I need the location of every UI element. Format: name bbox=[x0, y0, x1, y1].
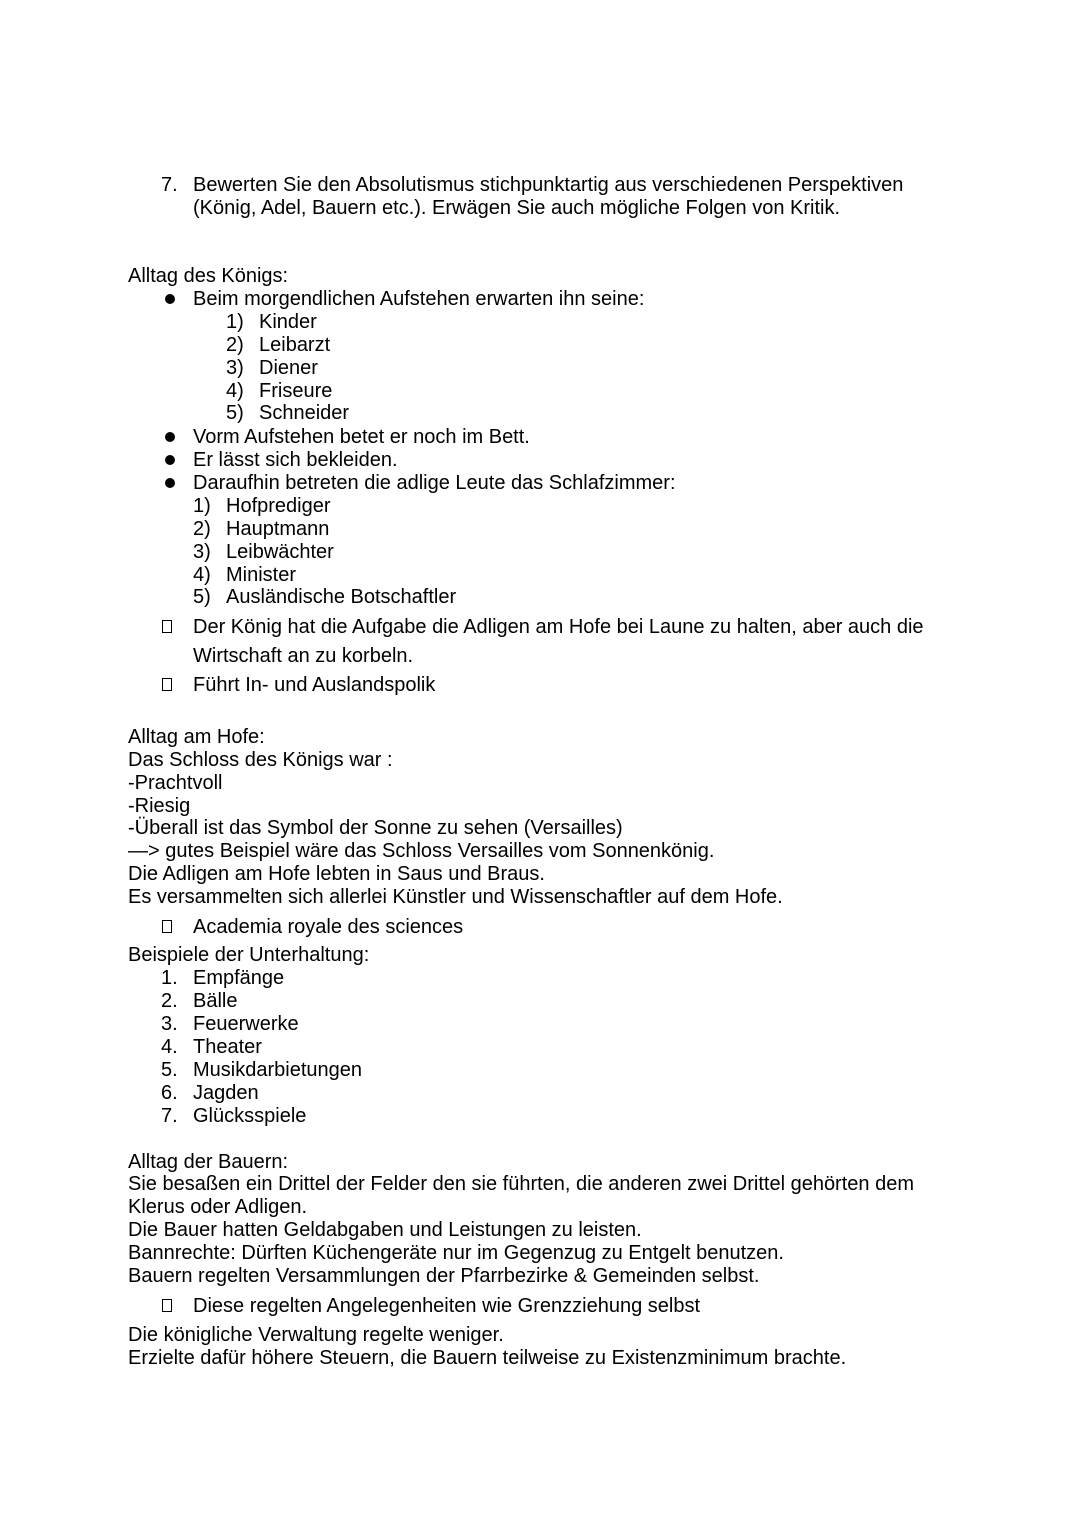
hof-line: Das Schloss des Königs war : bbox=[128, 749, 393, 771]
list-item: Schneider bbox=[259, 402, 350, 424]
list-item-number: 5) bbox=[193, 586, 211, 608]
section-heading-hof: Alltag am Hofe: bbox=[128, 726, 265, 748]
list-item-number: 3) bbox=[226, 357, 244, 379]
hof-line: —> gutes Beispiel wäre das Schloss Versailles vom Sonnenkönig. bbox=[128, 840, 715, 862]
list-item: Jagden bbox=[193, 1082, 259, 1104]
list-item-number: 2) bbox=[226, 334, 244, 356]
bauern-line: Bannrechte: Dürften Küchengeräte nur im Gegenzug zu Entgelt benutzen. bbox=[128, 1242, 784, 1264]
list-item: Glücksspiele bbox=[193, 1105, 307, 1127]
hof-line: Beispiele der Unterhaltung: bbox=[128, 944, 370, 966]
koenig-bullet-1: Beim morgendlichen Aufstehen erwarten ihn seine: bbox=[193, 288, 645, 310]
bauern-arrow: Diese regelten Angelegenheiten wie Grenzziehung selbst bbox=[193, 1295, 701, 1317]
koenig-arrow-1-line-1: Der König hat die Aufgabe die Adligen am Hofe bei Laune zu halten, aber auch die bbox=[193, 616, 924, 638]
list-item: Feuerwerke bbox=[193, 1013, 299, 1035]
koenig-bullet-4: Daraufhin betreten die adlige Leute das Schlafzimmer: bbox=[193, 472, 676, 494]
hof-line: -Riesig bbox=[128, 795, 191, 817]
task-line-2: (König, Adel, Bauern etc.). Erwägen Sie auch mögliche Folgen von Kritik. bbox=[193, 197, 841, 219]
bullet-dot bbox=[165, 432, 175, 442]
list-item-number: 3) bbox=[193, 541, 211, 563]
koenig-arrow-1-line-2: Wirtschaft an zu korbeln. bbox=[193, 645, 414, 667]
arrow-box-icon bbox=[162, 678, 172, 691]
list-item-number: 3. bbox=[161, 1013, 178, 1035]
bauern-line: Erzielte dafür höhere Steuern, die Bauern teilweise zu Existenzminimum brachte. bbox=[128, 1347, 847, 1369]
hof-arrow: Academia royale des sciences bbox=[193, 916, 464, 938]
koenig-arrow-2: Führt In- und Auslandspolik bbox=[193, 674, 436, 696]
list-item: Ausländische Botschaftler bbox=[226, 586, 457, 608]
list-item: Bälle bbox=[193, 990, 238, 1012]
bullet-dot bbox=[165, 455, 175, 465]
list-item-number: 4) bbox=[193, 564, 211, 586]
section-heading-koenig: Alltag des Königs: bbox=[128, 265, 289, 287]
hof-line: Die Adligen am Hofe lebten in Saus und Braus. bbox=[128, 863, 545, 885]
bauern-line: Bauern regelten Versammlungen der Pfarrbezirke & Gemeinden selbst. bbox=[128, 1265, 760, 1287]
list-item: Friseure bbox=[259, 380, 333, 402]
list-item: Kinder bbox=[259, 311, 317, 333]
hof-line: -Überall ist das Symbol der Sonne zu sehen (Versailles) bbox=[128, 817, 623, 839]
list-item: Theater bbox=[193, 1036, 262, 1058]
bauern-line: Sie besaßen ein Drittel der Felder den sie führten, die anderen zwei Drittel gehörten dem bbox=[128, 1173, 914, 1195]
list-item: Leibwächter bbox=[226, 541, 334, 563]
section-heading-bauern: Alltag der Bauern: bbox=[128, 1151, 289, 1173]
list-item: Hofprediger bbox=[226, 495, 331, 517]
list-item: Hauptmann bbox=[226, 518, 330, 540]
list-item: Minister bbox=[226, 564, 297, 586]
arrow-box-icon bbox=[162, 920, 172, 933]
hof-line: Es versammelten sich allerlei Künstler und Wissenschaftler auf dem Hofe. bbox=[128, 886, 783, 908]
list-item: Musikdarbietungen bbox=[193, 1059, 362, 1081]
list-item-number: 2. bbox=[161, 990, 178, 1012]
bauern-line: Die königliche Verwaltung regelte weniger. bbox=[128, 1324, 504, 1346]
arrow-box-icon bbox=[162, 620, 172, 633]
arrow-box-icon bbox=[162, 1299, 172, 1312]
list-item: Diener bbox=[259, 357, 318, 379]
list-item-number: 1) bbox=[193, 495, 211, 517]
list-item-number: 1) bbox=[226, 311, 244, 333]
bullet-dot bbox=[165, 294, 175, 304]
koenig-bullet-2: Vorm Aufstehen betet er noch im Bett. bbox=[193, 426, 530, 448]
list-item-number: 2) bbox=[193, 518, 211, 540]
list-item-number: 5) bbox=[226, 402, 244, 424]
list-item-number: 4. bbox=[161, 1036, 178, 1058]
list-item-number: 6. bbox=[161, 1082, 178, 1104]
koenig-bullet-3: Er lässt sich bekleiden. bbox=[193, 449, 398, 471]
list-item: Leibarzt bbox=[259, 334, 331, 356]
list-item-number: 5. bbox=[161, 1059, 178, 1081]
task-line-1: Bewerten Sie den Absolutismus stichpunktartig aus verschiedenen Perspektiven bbox=[193, 174, 904, 196]
list-item-number: 1. bbox=[161, 967, 178, 989]
list-item-number: 7. bbox=[161, 1105, 178, 1127]
bauern-line: Die Bauer hatten Geldabgaben und Leistungen zu leisten. bbox=[128, 1219, 642, 1241]
list-item-number: 4) bbox=[226, 380, 244, 402]
task-number: 7. bbox=[161, 174, 178, 196]
bauern-line: Klerus oder Adligen. bbox=[128, 1196, 308, 1218]
bullet-dot bbox=[165, 478, 175, 488]
list-item: Empfänge bbox=[193, 967, 285, 989]
hof-line: -Prachtvoll bbox=[128, 772, 223, 794]
